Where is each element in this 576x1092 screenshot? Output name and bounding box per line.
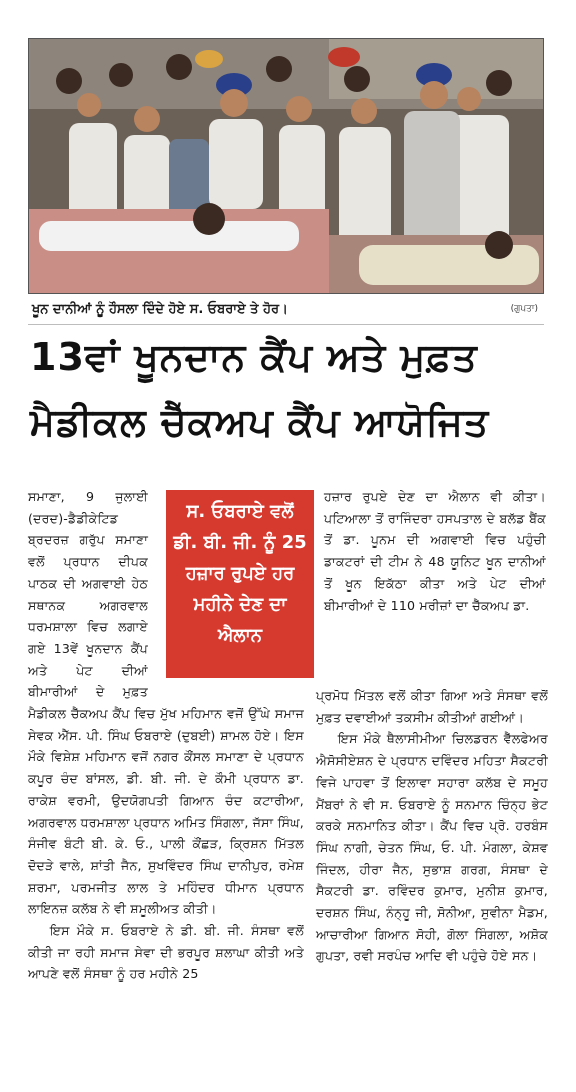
blood-donation-camp-photo (29, 39, 544, 294)
photo-credit: (ਗੁਪਤਾ) (510, 304, 538, 314)
photo-caption-row (28, 298, 544, 325)
headline-line-1: 13ਵਾਂ ਖੂਨਦਾਨ ਕੈਂਪ ਅਤੇ ਮੁਫ਼ਤ (30, 335, 478, 379)
article-paragraph-5: ਇਸ ਮੌਕੇ ਥੈਲਾਸੀਮੀਆ ਚਿਲਡਰਨ ਵੈੱਲਫੇਅਰ ਐਸੋਸੀਏਸ਼ਨ ਦੇ ਪ੍ਰਧਾਨ ਦਵਿੰਦਰ ਮਹਿਤਾ ਸੈਕਟਰੀ ਵਿਜੇ ਪਾਹਵਾ ਤੋਂ ਇਲਾਵਾ ਸਹਾਰਾ ਕਲੱਬ ਦੇ ਸਮੂਹ ਮੈਂਬਰਾਂ ਨੇ ਵੀ ਸ. ਓਬਰਾਏ ਨੂੰ ਸਨਮਾਨ ਚਿੰਨ੍ਹ ਭੇਟ ਕਰਕੇ ਸਨਮਾਨਿਤ ਕੀਤਾ। ਕੈਂਪ ਵਿਚ ਪ੍ਰੋ. ਹਰਬੰਸ ਸਿੰਘ ਨਾਗੀ, ਚੇਤਨ ਸਿੰਘ, ਓ. ਪੀ. ਮੰਗਲਾ, ਕੇਸ਼ਵ ਜਿੰਦਲ, ਹੀਰਾ ਜੈਨ, ਸੁਭਾਸ਼ ਗਰਗ, ਸੰਸਥਾ ਦੇ ਸੈਕਟਰੀ ਡਾ. ਰਵਿੰਦਰ ਕੁਮਾਰ, ਮੁਨੀਸ਼ ਕੁਮਾਰ, ਦਰਸ਼ਨ ਸਿੰਘ, ਨੰਨ੍ਹੂ ਜੀ, ਸੋਨੀਆ, ਸੁਵੀਨਾ ਮੈਡਮ, ਆਚਾਰੀਆ ਗਿਆਨ ਸੋਹੀ, ਗੋਲਾ ਸਿੰਗਲਾ, ਅਸ਼ੋਕ ਗੁਪਤਾ, ਰਵੀ ਸਰਪੰਚ ਆਦਿ ਵੀ ਪਹੁੰਚੇ ਹੋਏ ਸਨ। (316, 731, 548, 964)
article-column-2-bottom (316, 685, 548, 967)
article-paragraph-2: ਇਸ ਮੌਕੇ ਸ. ਓਬਰਾਏ ਨੇ ਡੀ. ਬੀ. ਜੀ. ਸੰਸਥਾ ਵਲੋਂ ਕੀਤੀ ਜਾ ਰਹੀ ਸਮਾਜ ਸੇਵਾ ਦੀ ਭਰਪੂਰ ਸ਼ਲਾਘਾ ਕੀਤੀ ਅਤੇ ਆਪਣੇ ਵਲੋਂ ਸੰਸਥਾ ਨੂੰ ਹਰ ਮਹੀਨੇ 25 (28, 923, 304, 982)
pull-quote-box: ਸ. ਓਬਰਾਏ ਵਲੋਂ ਡੀ. ਬੀ. ਜੀ. ਨੂੰ 25 ਹਜ਼ਾਰ ਰੁਪਏ ਹਰ ਮਹੀਨੇ ਦੇਣ ਦਾ ਐਲਾਨ (166, 490, 314, 678)
article-column-2-top (324, 486, 546, 616)
news-photo (28, 38, 544, 294)
photo-caption: ਖੂਨ ਦਾਨੀਆਂ ਨੂੰ ਹੌਸਲਾ ਦਿੰਦੇ ਹੋਏ ਸ. ਓਬਰਾਏ ਤੇ ਹੋਰ। (32, 302, 288, 317)
headline-line-2: ਮੈਡੀਕਲ ਚੈੱਕਅਪ ਕੈਂਪ ਆਯੋਜਿਤ (30, 400, 490, 444)
article-paragraph-4: ਪ੍ਰਮੋਧ ਮਿੱਤਲ ਵਲੋਂ ਕੀਤਾ ਗਿਆ ਅਤੇ ਸੰਸਥਾ ਵਲੋਂ ਮੁਫ਼ਤ ਦਵਾਈਆਂ ਤਕਸੀਮ ਕੀਤੀਆਂ ਗਈਆਂ। (316, 688, 548, 725)
article-paragraph-1: ਸਮਾਣਾ, 9 ਜੁਲਾਈ (ਦਰਦ)-ਡੈਡੀਕੇਟਿਡ ਬ੍ਰਦਰਜ਼ ਗਰੁੱਪ ਸਮਾਣਾ ਵਲੋਂ ਪ੍ਰਧਾਨ ਦੀਪਕ ਪਾਠਕ ਦੀ ਅਗਵਾਈ ਹੇਠ ਸਥਾਨਕ ਅਗਰਵਾਲ ਧਰਮਸ਼ਾਲਾ ਵਿਚ ਲਗਾਏ ਗਏ 13ਵੇਂ ਖੂਨਦਾਨ ਕੈਂਪ ਅਤੇ ਪੇਟ ਦੀਆਂ ਬੀਮਾਰੀਆਂ ਦੇ ਮੁਫ਼ਤ ਮੈਡੀਕਲ ਚੈੱਕਅਪ ਕੈਂਪ ਵਿਚ ਮੁੱਖ ਮਹਿਮਾਨ ਵਜੋਂ ਉੱਘੇ ਸਮਾਜ ਸੇਵਕ ਐੱਸ. ਪੀ. ਸਿੰਘ ਓਬਰਾਏ (ਦੁਬਈ) ਸ਼ਾਮਲ ਹੋਏ। ਇਸ ਮੌਕੇ ਵਿਸ਼ੇਸ਼ ਮਹਿਮਾਨ ਵਜੋਂ ਨਗਰ ਕੌਂਸਲ ਸਮਾਣਾ ਦੇ ਪ੍ਰਧਾਨ ਕਪੂਰ ਚੰਦ ਬਾਂਸਲ, ਡੀ. ਬੀ. ਜੀ. ਦੇ ਕੌਮੀ ਪ੍ਰਧਾਨ ਡਾ. ਰਾਕੇਸ਼ ਵਰਮੀ, ਉਦਯੋਗਪਤੀ ਗਿਆਨ ਚੰਦ ਕਟਾਰੀਆ, ਅਗਰਵਾਲ ਧਰਮਸ਼ਾਲਾ ਪ੍ਰਧਾਨ ਅਮਿਤ ਸਿੰਗਲਾ, ਜੱਸਾ ਸਿੰਘ, ਸੰਜੀਵ ਬੰਟੀ ਬੀ. ਕੇ. ਓ., ਪਾਲੀ ਕੌਂਛੜ, ਕ੍ਰਿਸ਼ਨ ਮਿੱਤਲ ਦੋਦੜੇ ਵਾਲੇ, ਸ਼ਾਂਤੀ ਜੈਨ, ਸੁਖਵਿੰਦਰ ਸਿੰਘ ਦਾਨੀਪੁਰ, ਰਮੇਸ਼ ਸ਼ਰਮਾ, ਪਰਮਜੀਤ ਲਾਲ ਤੇ ਮਹਿੰਦਰ ਧੀਮਾਨ ਪ੍ਰਧਾਨ ਲਾਇਨਜ਼ ਕਲੱਬ ਨੇ ਵੀ ਸ਼ਮੂਲੀਅਤ ਕੀਤੀ। (28, 489, 304, 917)
article-paragraph-3: ਹਜ਼ਾਰ ਰੁਪਏ ਦੇਣ ਦਾ ਐਲਾਨ ਵੀ ਕੀਤਾ। ਪਟਿਆਲਾ ਤੋਂ ਰਾਜਿੰਦਰਾ ਹਸਪਤਾਲ ਦੇ ਬਲੱਡ ਬੈਂਕ ਤੋਂ ਡਾ. ਪੂਨਮ ਦੀ ਅਗਵਾਈ ਵਿਚ ਪਹੁੰਚੀ ਡਾਕਟਰਾਂ ਦੀ ਟੀਮ ਨੇ 48 ਯੂਨਿਟ ਖੂਨ ਦਾਨੀਆਂ ਤੋਂ ਖੂਨ ਇਕੱਠਾ ਕੀਤਾ ਅਤੇ ਪੇਟ ਦੀਆਂ ਬੀਮਾਰੀਆਂ ਦੇ 110 ਮਰੀਜ਼ਾਂ ਦਾ ਚੈੱਕਅਪ ਡਾ. (324, 489, 546, 613)
